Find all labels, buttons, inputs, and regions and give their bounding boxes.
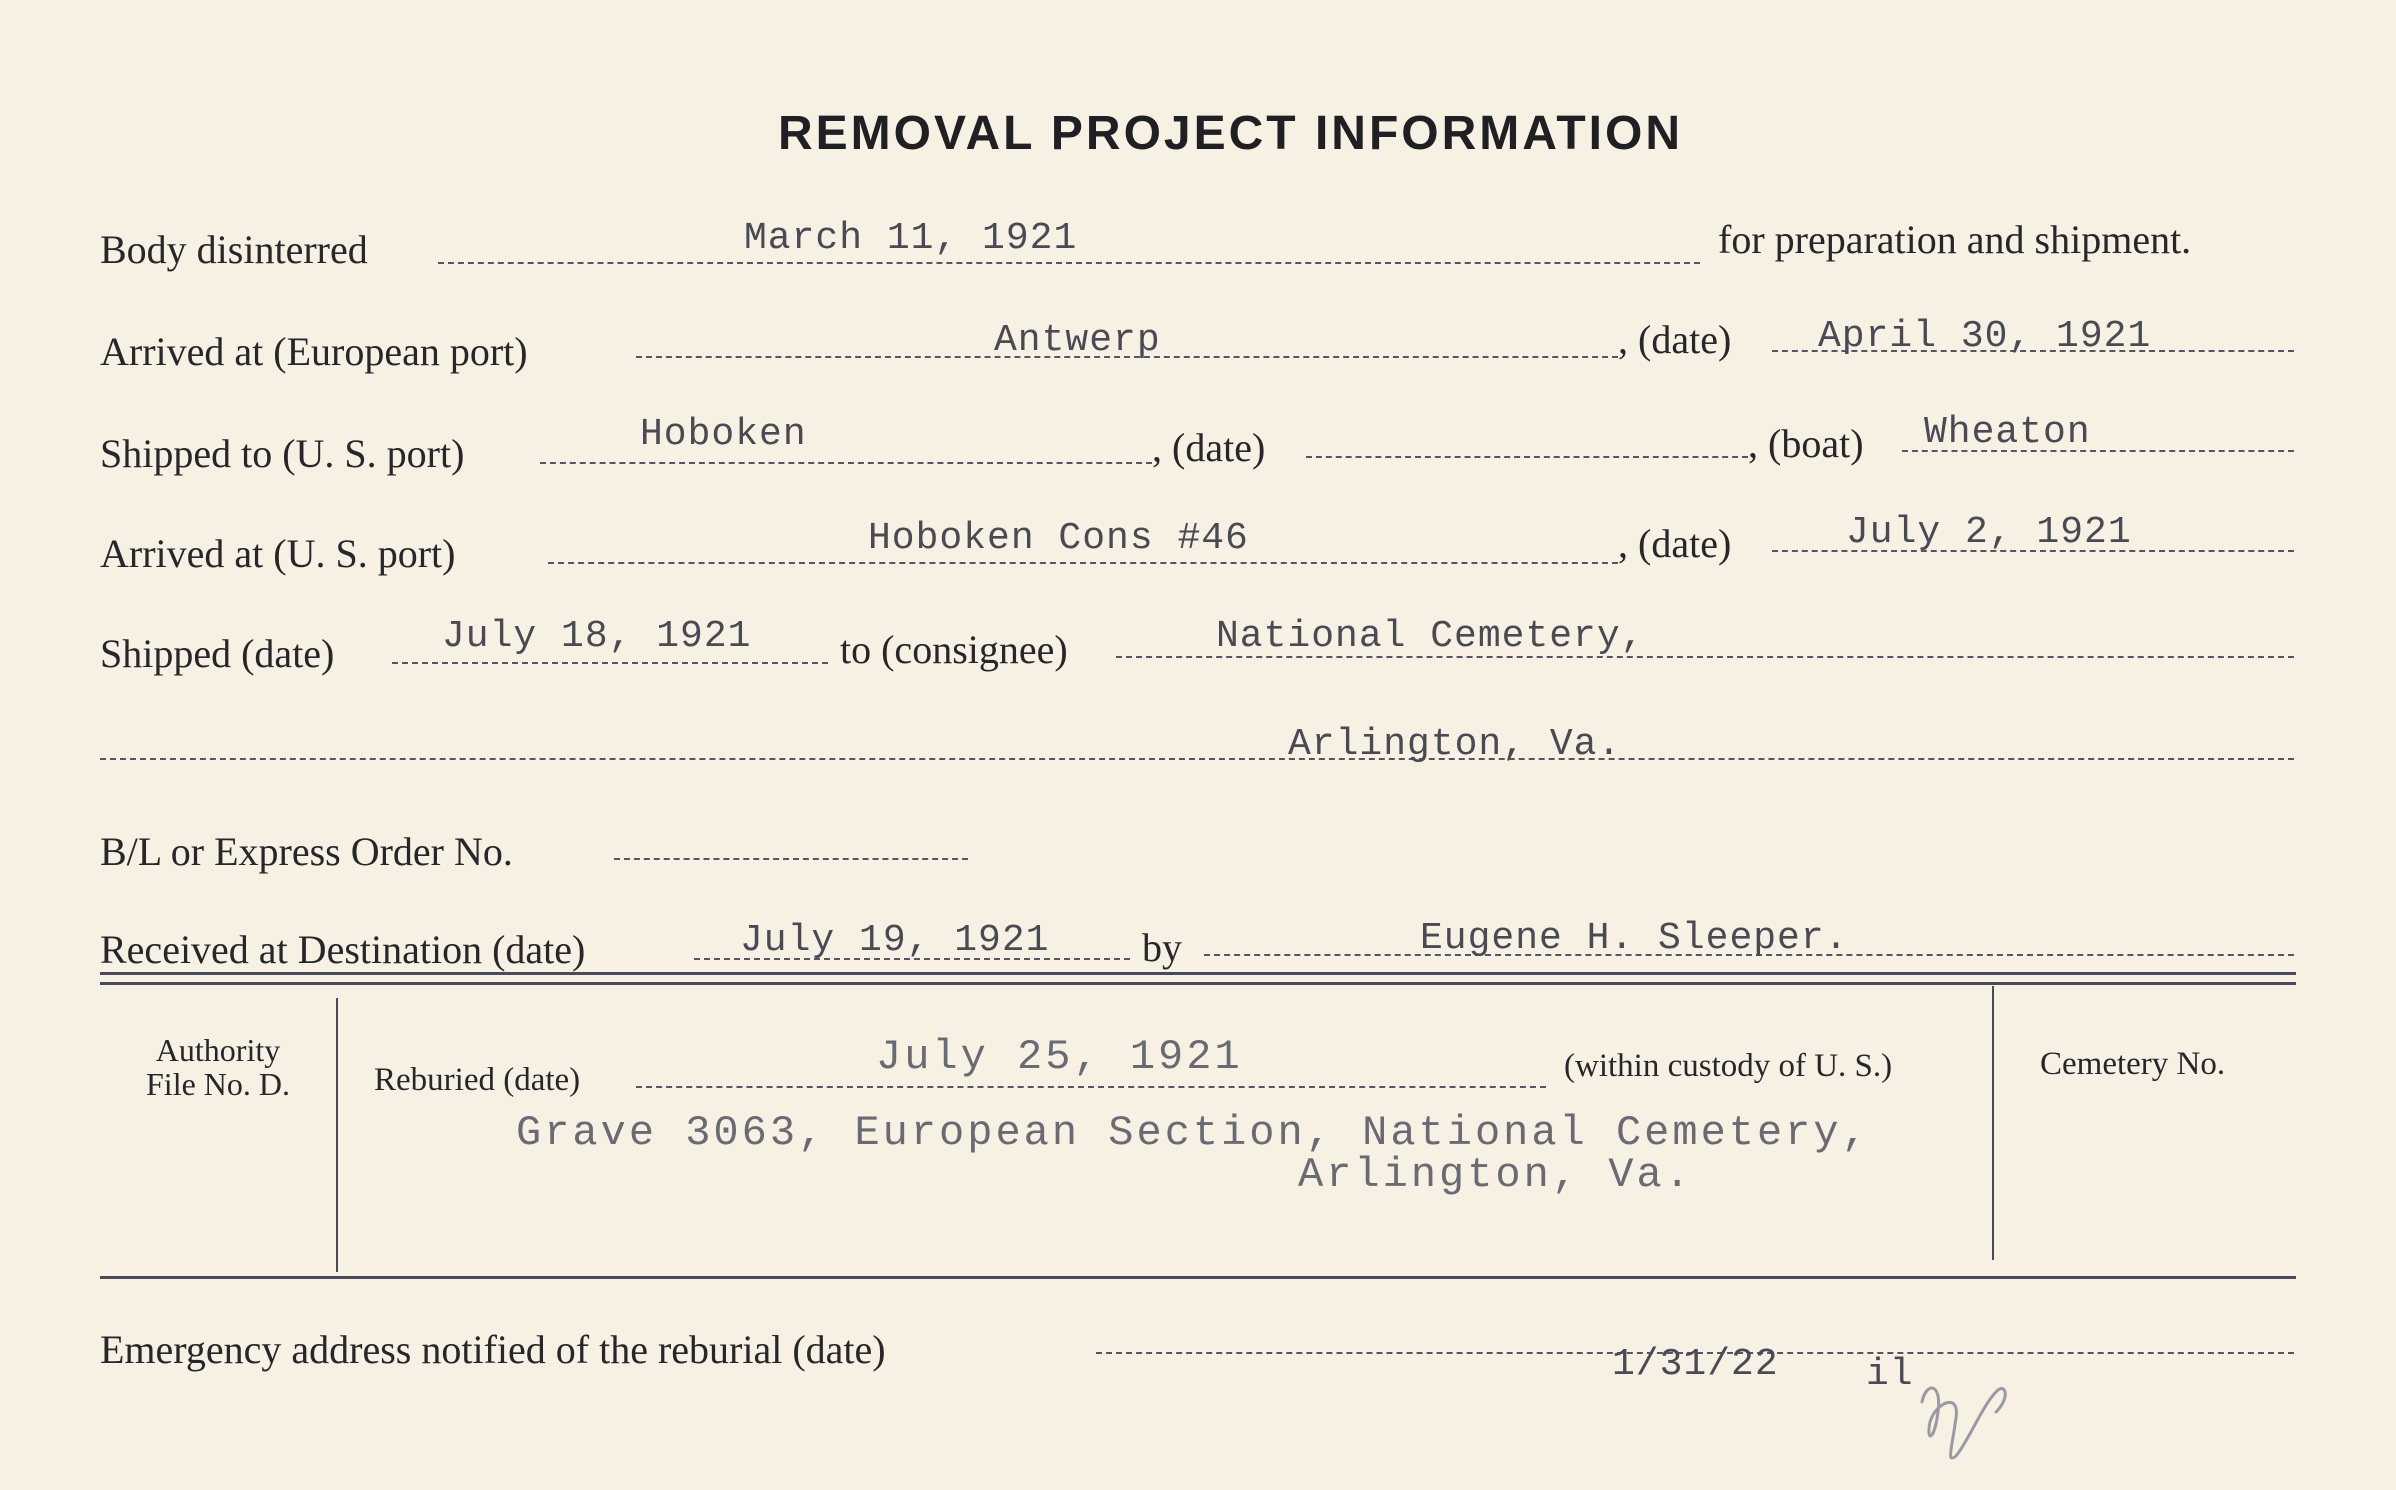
shipped-us-date-line bbox=[1306, 456, 1748, 458]
authority-line-2: File No. D. bbox=[146, 1065, 290, 1102]
emergency-initials: il bbox=[1866, 1353, 1914, 1396]
arrived-us-port-label: Arrived at (U. S. port) bbox=[100, 531, 456, 576]
european-port-label: Arrived at (European port) bbox=[100, 329, 528, 374]
european-port-date-label: , (date) bbox=[1618, 317, 1732, 362]
disinterred-line bbox=[438, 262, 1700, 264]
arrived-us-port-line bbox=[548, 562, 1618, 564]
box-divider-right bbox=[1992, 986, 1994, 1260]
grave-location-line-2: Arlington, Va. bbox=[1298, 1151, 1693, 1199]
custody-label: (within custody of U. S.) bbox=[1564, 1048, 1893, 1084]
received-by-label: by bbox=[1142, 925, 1182, 970]
received-label: Received at Destination (date) bbox=[100, 927, 586, 972]
emergency-label: Emergency address notified of the reburial (date) bbox=[100, 1327, 886, 1372]
box-bottom-rule bbox=[100, 1276, 2296, 1279]
reburied-line bbox=[636, 1086, 1546, 1088]
reburied-date: July 25, 1921 bbox=[876, 1033, 1243, 1081]
received-by-name: Eugene H. Sleeper. bbox=[1420, 917, 1849, 960]
boat-label: , (boat) bbox=[1748, 421, 1864, 466]
consignee-label: to (consignee) bbox=[840, 627, 1068, 672]
shipped-date-line bbox=[392, 662, 828, 664]
arrived-us-date: July 2, 1921 bbox=[1846, 511, 2132, 554]
reburied-label: Reburied (date) bbox=[374, 1062, 581, 1098]
handwritten-initials-mark bbox=[1912, 1372, 2022, 1468]
disinterred-suffix: for preparation and shipment. bbox=[1718, 217, 2192, 262]
grave-location-line-1: Grave 3063, European Section, National Cemetery, bbox=[516, 1109, 1870, 1157]
emergency-date: 1/31/22 bbox=[1612, 1343, 1779, 1386]
arrived-us-port-value: Hoboken Cons #46 bbox=[868, 517, 1249, 560]
shipped-date-label: Shipped (date) bbox=[100, 631, 335, 676]
box-top-rule-1 bbox=[100, 972, 2296, 975]
consignee-name: National Cemetery, bbox=[1216, 615, 1645, 658]
box-divider-left bbox=[336, 998, 338, 1272]
authority-line-1: Authority bbox=[155, 1032, 281, 1068]
arrived-us-date-label: , (date) bbox=[1618, 521, 1732, 566]
european-port-date: April 30, 1921 bbox=[1818, 315, 2152, 358]
consignee-line-2 bbox=[100, 758, 2294, 760]
disinterred-date: March 11, 1921 bbox=[744, 217, 1078, 260]
card-title: REMOVAL PROJECT INFORMATION bbox=[778, 107, 1684, 160]
cemetery-no-label: Cemetery No. bbox=[2040, 1046, 2226, 1082]
authority-label bbox=[118, 1034, 318, 1101]
disinterred-label: Body disinterred bbox=[100, 227, 368, 272]
box-top-rule-2 bbox=[100, 982, 2296, 985]
shipped-us-port-label: Shipped to (U. S. port) bbox=[100, 431, 465, 476]
shipped-us-date-label: , (date) bbox=[1152, 425, 1266, 470]
consignee-location: Arlington, Va. bbox=[1288, 723, 1622, 766]
bl-label: B/L or Express Order No. bbox=[100, 829, 513, 874]
received-date: July 19, 1921 bbox=[740, 919, 1050, 962]
shipped-us-port-value: Hoboken bbox=[640, 413, 807, 456]
shipped-us-port-line bbox=[540, 462, 1152, 464]
european-port-value: Antwerp bbox=[994, 319, 1161, 362]
boat-name: Wheaton bbox=[1924, 411, 2091, 454]
bl-line bbox=[614, 858, 968, 860]
shipped-date: July 18, 1921 bbox=[442, 615, 752, 658]
